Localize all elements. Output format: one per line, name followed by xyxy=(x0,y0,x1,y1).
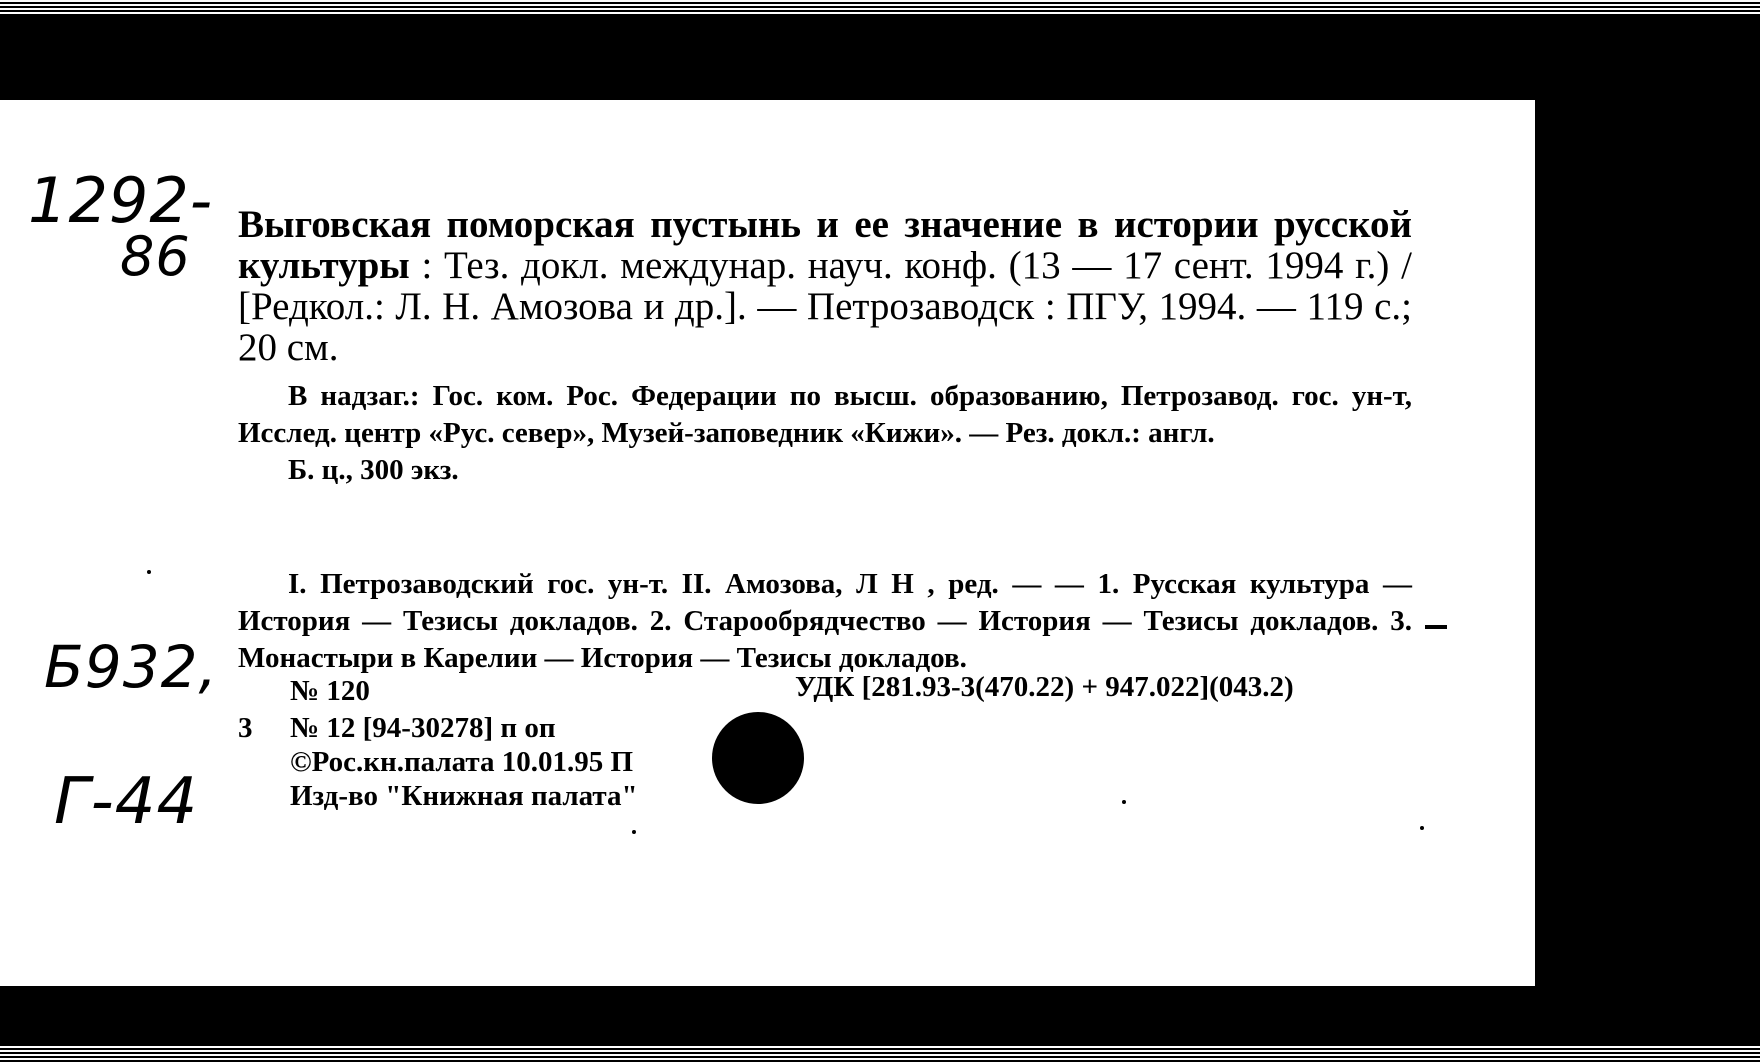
catalog-card xyxy=(0,100,1535,986)
record-title: Выговская поморская пустынь и ее значение в истории русской культуры xyxy=(238,203,1412,287)
copyright-line: ©Рос.кн.палата 10.01.95 П xyxy=(290,746,634,778)
record-subjects: I. Петрозаводский гос. ун-т. II. Амозова, Л Н , ред. — — 1. Русская культура — История — Тезисы докладов. 2. Старообрядчество — История — Тезисы докладов. 3. Монастыри в Карелии — История — Тезисы докладов. xyxy=(238,568,1412,674)
speck-2 xyxy=(632,830,636,834)
top-frame-edge xyxy=(0,0,1760,14)
speck-4 xyxy=(1420,826,1424,830)
udk-code: УДК [281.93-3(470.22) + 947.022](043.2) xyxy=(795,671,1294,703)
card-number: № 120 xyxy=(290,675,370,707)
handwritten-shelfmark-bottom-text: Г-44 xyxy=(54,765,199,839)
record-title-block xyxy=(238,204,1412,368)
record-imprint: : Тез. докл. междунар. науч. конф. (13 — 17 сент. 1994 г.) / [Редкол.: Л. Н. Амозова и др.]. — Петрозаводск : ПГУ, 1994. — 119 с.; 20 см. xyxy=(238,244,1412,369)
record-note: В надзаг.: Гос. ком. Рос. Федерации по высш. образованию, Петрозавод. гос. ун-т, Исслед. центр «Рус. север», Музей-заповедник «Кижи». — Рез. докл.: англ. xyxy=(238,380,1412,449)
ink-blot xyxy=(712,712,804,804)
handwritten-shelfmark-line2: 86 xyxy=(120,225,191,288)
record-notes xyxy=(238,378,1412,489)
series-info: № 12 [94-30278] п оп xyxy=(290,712,556,744)
speck-1 xyxy=(147,570,151,574)
margin-dash-mark xyxy=(1425,625,1447,629)
handwritten-shelfmark-bottom xyxy=(54,765,199,839)
handwritten-shelfmark-line1: 1292- xyxy=(28,164,214,237)
publisher-line: Изд-во "Книжная палата" xyxy=(290,780,638,812)
bottom-frame-edge xyxy=(0,1046,1760,1064)
series-prefix: 3 xyxy=(238,712,253,744)
handwritten-shelfmark-86 xyxy=(120,225,191,288)
handwritten-shelfmark-mid-text: Б932, xyxy=(44,633,218,701)
handwritten-shelfmark-mid xyxy=(44,633,218,701)
record-price: Б. ц., 300 экз. xyxy=(288,454,459,486)
speck-3 xyxy=(1122,800,1126,804)
handwritten-shelfmark-top xyxy=(28,164,214,237)
